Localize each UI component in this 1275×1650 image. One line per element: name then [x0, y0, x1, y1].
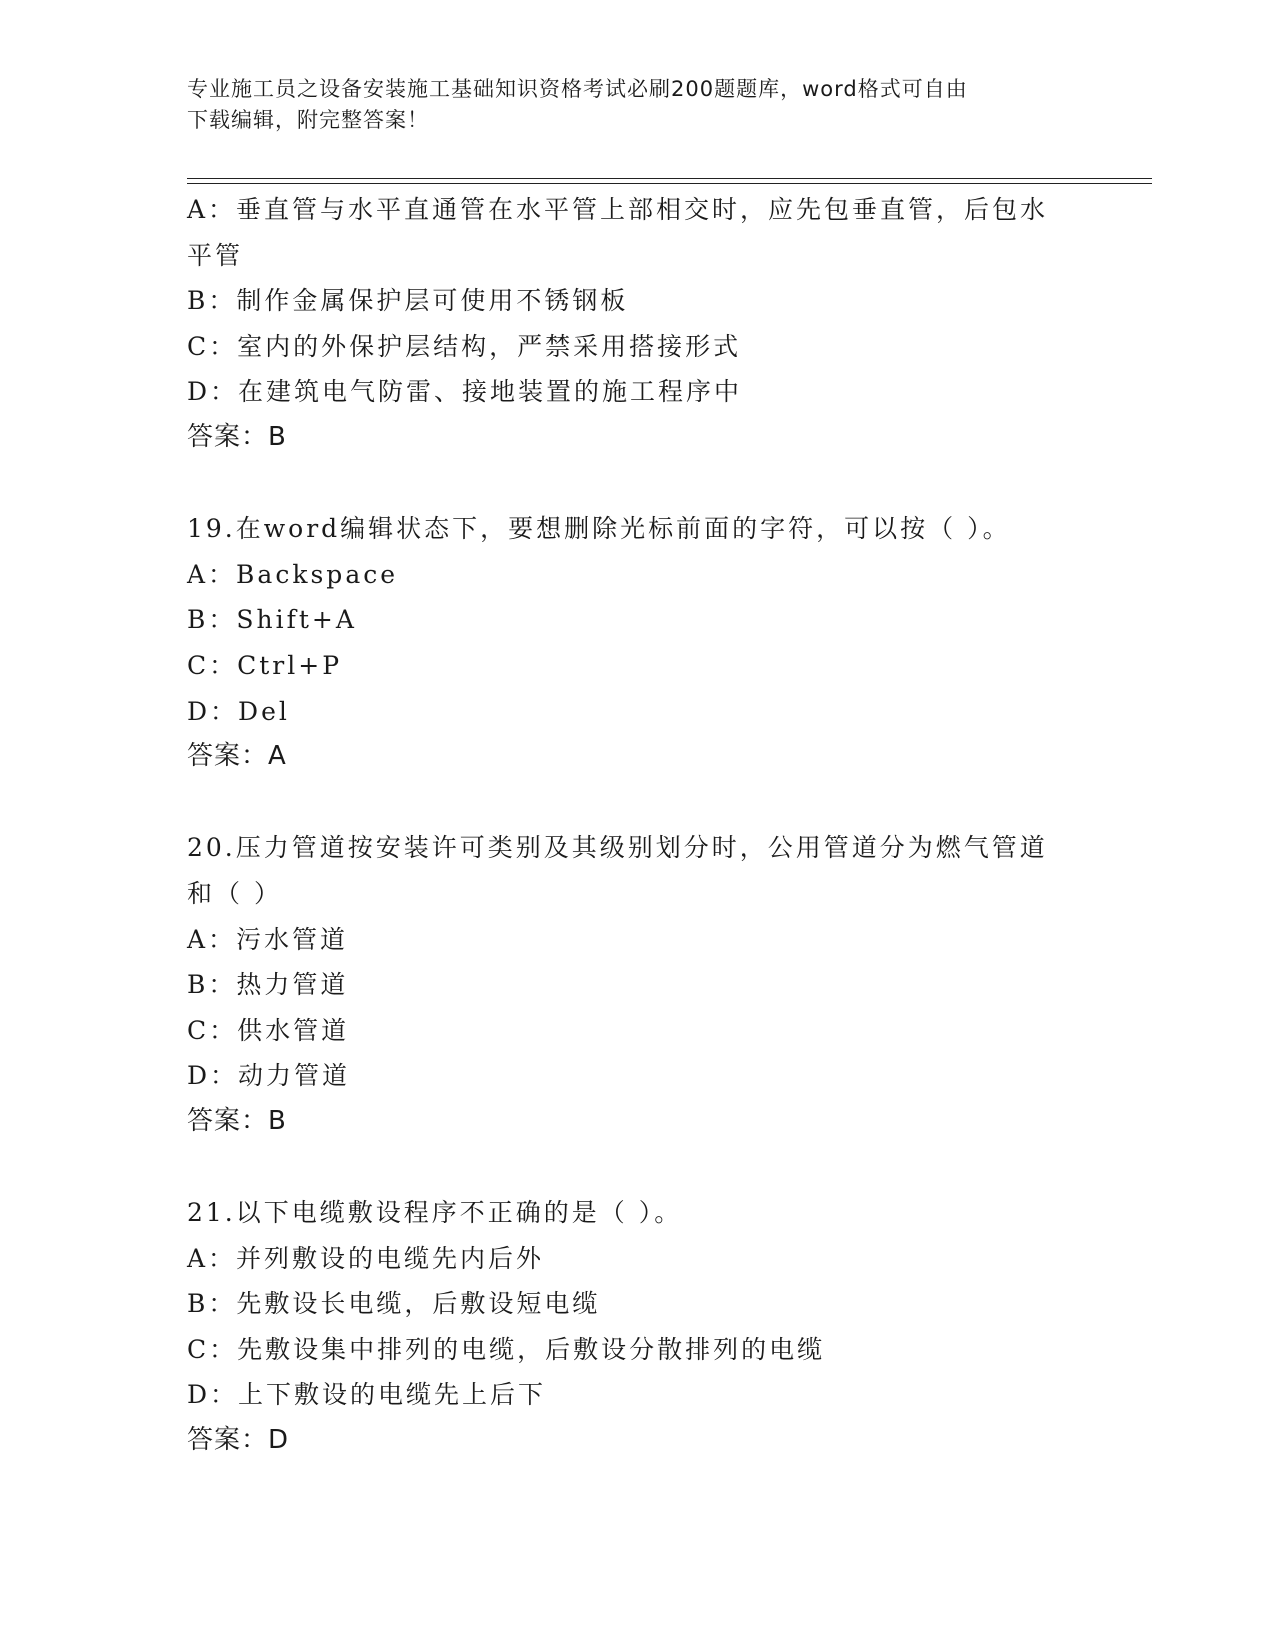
header-rule-top — [187, 178, 1152, 179]
option-a: A：污水管道 — [187, 924, 349, 954]
option-d: D：上下敷设的电缆先上后下 — [187, 1380, 547, 1410]
question-21 — [187, 1190, 1087, 1464]
option-b: B：Shift+A — [187, 605, 357, 635]
answer: 答案：B — [187, 421, 287, 452]
question-text-line-1: 20.压力管道按安装许可类别及其级别划分时，公用管道分为燃气管道 — [187, 833, 1048, 863]
question-20 — [187, 825, 1087, 1144]
header-rule-bottom — [187, 183, 1152, 184]
option-a: A：Backspace — [187, 559, 399, 589]
option-c: C：室内的外保护层结构，严禁采用搭接形式 — [187, 331, 742, 361]
question-18-options — [187, 187, 1087, 461]
answer: 答案：B — [187, 1105, 287, 1136]
document-header — [187, 74, 1087, 136]
answer: 答案：D — [187, 1425, 290, 1456]
question-content — [187, 187, 1087, 1464]
option-d: D：Del — [187, 696, 290, 726]
option-a-line-2: 平管 — [187, 240, 244, 270]
option-c: C：先敷设集中排列的电缆，后敷设分散排列的电缆 — [187, 1334, 826, 1364]
answer: 答案：A — [187, 741, 287, 772]
question-text: 19.在word编辑状态下，要想删除光标前面的字符，可以按（ ）。 — [187, 514, 1011, 544]
header-line-1: 专业施工员之设备安装施工基础知识资格考试必刷200题题库，word格式可自由 — [187, 77, 968, 101]
header-line-2: 下载编辑，附完整答案！ — [187, 108, 429, 132]
question-19 — [187, 506, 1087, 780]
question-text-line-2: 和（ ） — [187, 878, 282, 908]
spacer — [187, 461, 1087, 507]
option-d: D：在建筑电气防雷、接地装置的施工程序中 — [187, 377, 743, 407]
option-c: C：供水管道 — [187, 1015, 350, 1045]
option-b: B：先敷设长电缆，后敷设短电缆 — [187, 1289, 601, 1319]
spacer — [187, 780, 1087, 826]
option-b: B：制作金属保护层可使用不锈钢板 — [187, 286, 629, 316]
option-a-line-1: A：垂直管与水平直通管在水平管上部相交时，应先包垂直管，后包水 — [187, 195, 1049, 224]
option-d: D：动力管道 — [187, 1061, 351, 1091]
spacer — [187, 1144, 1087, 1190]
option-a: A：并列敷设的电缆先内后外 — [187, 1243, 545, 1273]
option-b: B：热力管道 — [187, 970, 349, 1000]
question-text: 21.以下电缆敷设程序不正确的是（ ）。 — [187, 1198, 683, 1228]
option-c: C：Ctrl+P — [187, 650, 343, 680]
